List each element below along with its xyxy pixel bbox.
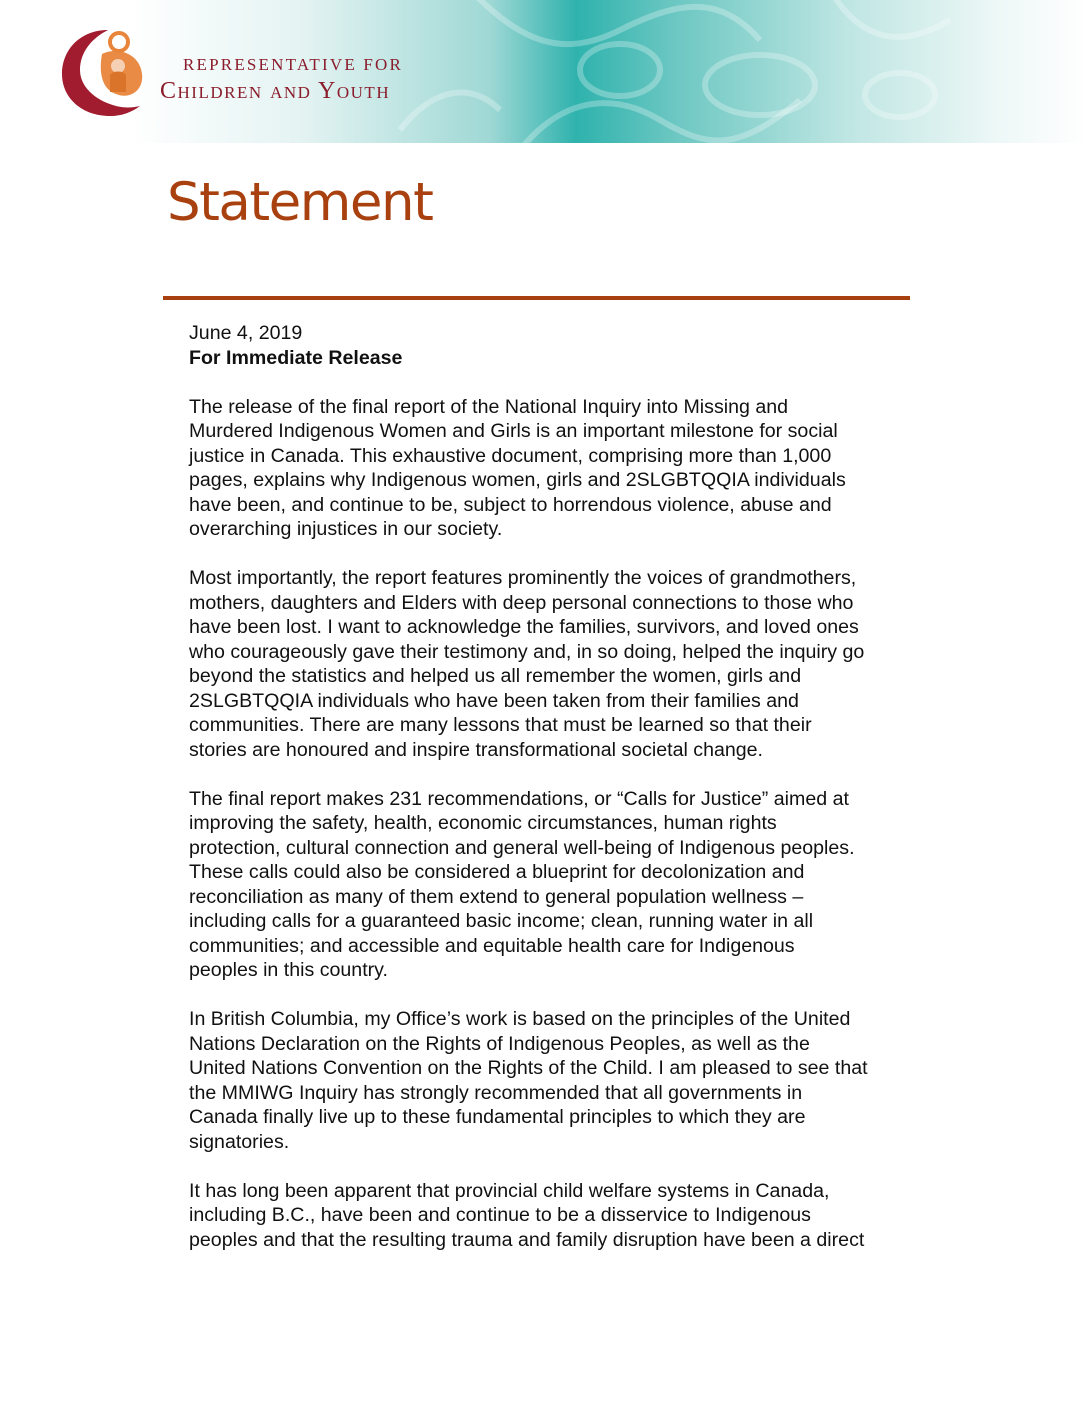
paragraph-line: have been, and continue to be, subject to horrendous violence, abuse and <box>189 493 832 516</box>
paragraph <box>189 1179 934 1253</box>
paragraph-line: beyond the statistics and helped us all remember the women, girls and <box>189 665 802 687</box>
paragraph-line: It has long been apparent that provincial child welfare systems in Canada, <box>189 1179 830 1202</box>
paragraph <box>189 787 934 983</box>
paragraph-line: Most importantly, the report features prominently the voices of grandmothers, <box>189 567 857 589</box>
paragraph-line: overarching injustices in our society. <box>189 518 503 540</box>
paragraph-line: mothers, daughters and Elders with deep personal connections to those who <box>189 591 854 614</box>
org-name-line1: REPRESENTATIVE FOR <box>183 55 404 74</box>
release-label: For Immediate Release <box>189 346 403 369</box>
body-paragraphs <box>189 395 934 1253</box>
paragraph-line: United Nations Convention on the Rights of the Child. I am pleased to see that <box>189 1057 868 1079</box>
paragraph <box>189 566 934 762</box>
decorative-pattern <box>0 0 1088 143</box>
release-date: June 4, 2019 <box>189 322 303 344</box>
statement-body <box>189 321 934 1252</box>
paragraph-line: including calls for a guaranteed basic income; clean, running water in all <box>189 910 814 932</box>
paragraph <box>189 395 934 542</box>
letterhead-banner <box>0 0 1088 143</box>
paragraph-line: signatories. <box>189 1130 290 1153</box>
paragraph-line: 2SLGBTQQIA individuals who have been taken from their families and <box>189 689 799 712</box>
paragraph-line: communities. There are many lessons that must be learned so that their <box>189 714 812 736</box>
paragraph-line: Canada finally live up to these fundamental principles to which they are <box>189 1106 806 1128</box>
org-name-line2: Children and Youth <box>160 78 391 104</box>
paragraph-line: These calls could also be considered a blueprint for decolonization and <box>189 861 805 883</box>
paragraph-line: peoples and that the resulting trauma and family disruption have been a direct <box>189 1228 865 1251</box>
paragraph-line: Nations Declaration on the Rights of Indigenous Peoples, as well as the <box>189 1032 810 1055</box>
paragraph <box>189 1007 934 1154</box>
paragraph-line: reconciliation as many of them extend to general population wellness – <box>189 885 804 908</box>
paragraph-line: improving the safety, health, economic circumstances, human rights <box>189 812 777 834</box>
paragraph-line: Murdered Indigenous Women and Girls is an important milestone for social <box>189 420 838 442</box>
paragraph-line: communities; and accessible and equitable health care for Indigenous <box>189 934 795 957</box>
paragraph-line: including B.C., have been and continue to be a disservice to Indigenous <box>189 1204 811 1226</box>
paragraph-line: protection, cultural connection and general well-being of Indigenous peoples. <box>189 836 855 859</box>
document-title: Statement <box>167 172 433 233</box>
paragraph-line: who courageously gave their testimony and, in so doing, helped the inquiry go <box>189 640 865 663</box>
paragraph-line: peoples in this country. <box>189 959 388 981</box>
paragraph-line: In British Columbia, my Office’s work is based on the principles of the United <box>189 1008 851 1030</box>
paragraph-line: pages, explains why Indigenous women, girls and 2SLGBTQQIA individuals <box>189 469 846 491</box>
paragraph-line: The release of the final report of the National Inquiry into Missing and <box>189 395 789 418</box>
paragraph-line: have been lost. I want to acknowledge the families, survivors, and loved ones <box>189 616 859 638</box>
paragraph-line: The final report makes 231 recommendations, or “Calls for Justice” aimed at <box>189 787 849 810</box>
paragraph-line: stories are honoured and inspire transformational societal change. <box>189 738 763 761</box>
rcy-logo-icon <box>58 24 148 119</box>
paragraph-line: the MMIWG Inquiry has strongly recommended that all governments in <box>189 1081 803 1104</box>
title-divider <box>163 296 910 300</box>
paragraph-line: justice in Canada. This exhaustive document, comprising more than 1,000 <box>189 444 832 467</box>
